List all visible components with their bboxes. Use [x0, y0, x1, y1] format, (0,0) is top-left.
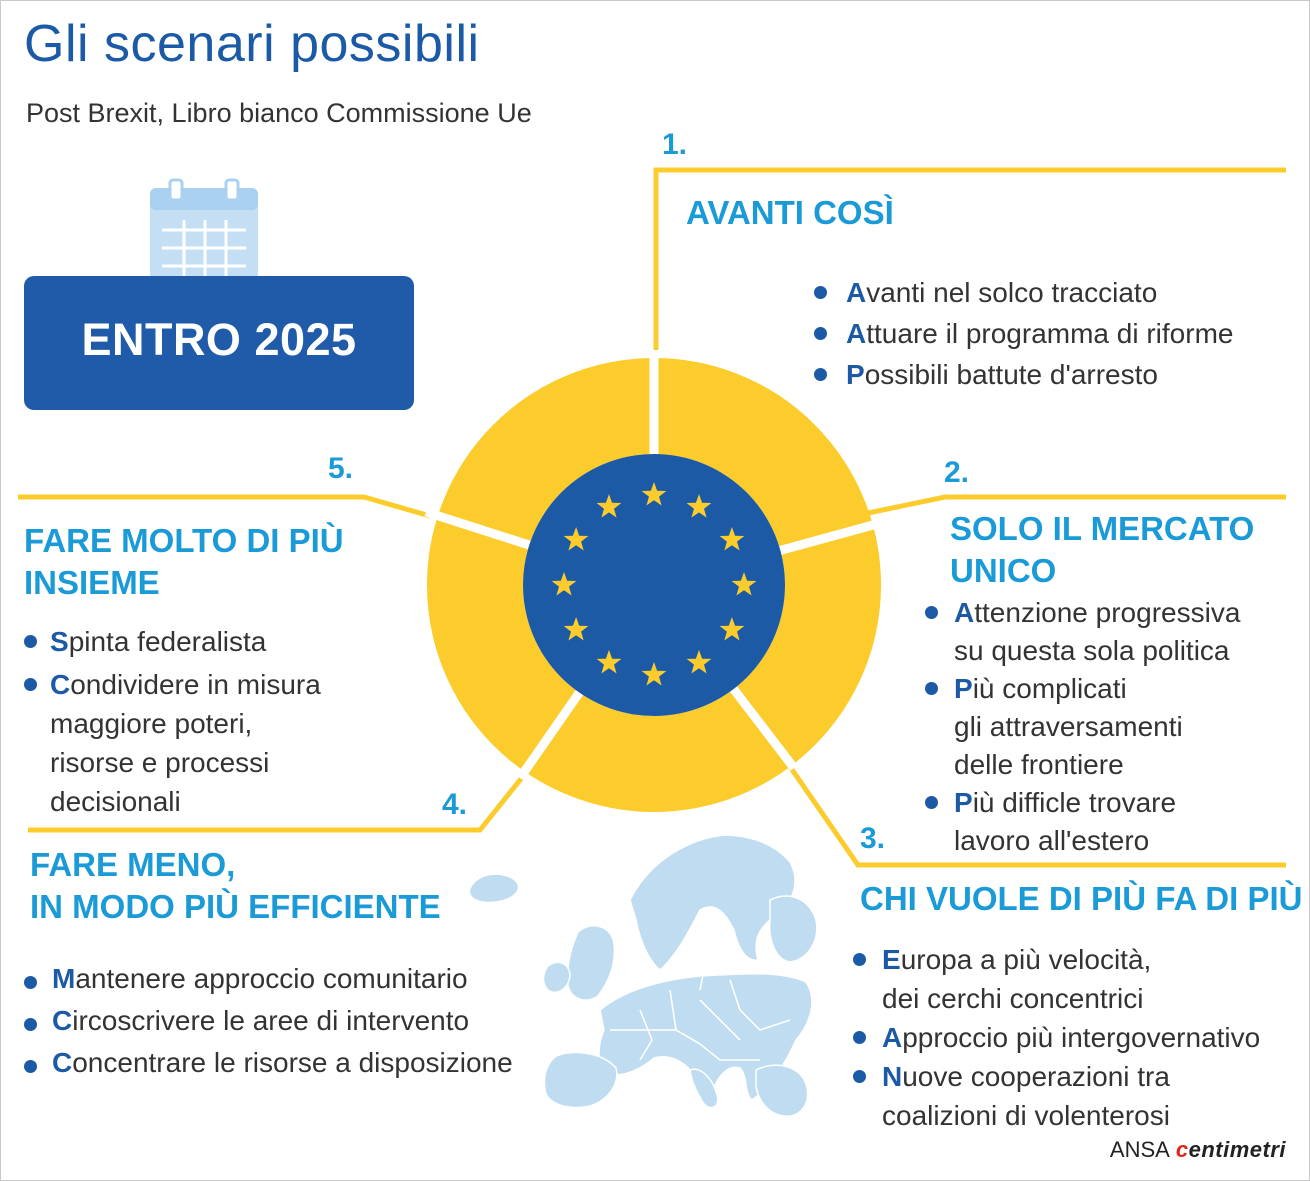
scenario-2-bullets [922, 594, 1240, 860]
scenario-2-number: 2. [944, 456, 970, 489]
bullet-dot [814, 368, 827, 381]
bullet-dot [814, 286, 827, 299]
scenario-2-bullet-2: Più complicati gli attraversamenti delle frontiere [922, 670, 1240, 784]
bullet-dot [814, 327, 827, 340]
bullet-dot [24, 635, 37, 648]
scenario-1-bullet-3: Possibili battute d'arresto [814, 354, 1233, 395]
europe-map [469, 835, 816, 1116]
deadline-badge-label: ENTRO 2025 [81, 314, 357, 365]
page-subtitle: Post Brexit, Libro bianco Commissione Ue [26, 98, 532, 128]
scenario-3-bullet-1: Europa a più velocità, dei cerchi concentrici [850, 940, 1260, 1018]
bullet-dot [853, 953, 866, 966]
scenario-2-title: SOLO IL MERCATO UNICO [950, 510, 1255, 589]
bullet-dot [925, 682, 938, 695]
bullet-dot [925, 796, 938, 809]
credit-agency: ANSA [1109, 1137, 1170, 1162]
scenario-4-bullet-3: Concentrare le risorse a disposizione [24, 1042, 513, 1084]
scenario-3-bullet-3: Nuove cooperazioni tra coalizioni di volenterosi [850, 1057, 1260, 1135]
scenario-3-bullet-2: Approccio più intergovernativo [850, 1018, 1260, 1057]
bullet-dot [24, 678, 37, 691]
scenario-1-bullet-1: Avanti nel solco tracciato [814, 272, 1233, 313]
scenario-5-bullets [22, 622, 321, 821]
calendar-icon [150, 180, 258, 288]
bullet-dot [24, 1060, 37, 1073]
scenario-2-bullet-1: Attenzione progressiva su questa sola politica [922, 594, 1240, 670]
scenario-1-bullet-2: Attuare il programma di riforme [814, 313, 1233, 354]
scenario-5-bullet-1: Spinta federalista [22, 622, 321, 661]
scenario-3-bullets [850, 940, 1260, 1135]
scenario-2-bullet-3: Più difficle trovare lavoro all'estero [922, 784, 1240, 860]
source-credit [1110, 1137, 1286, 1163]
scenario-4-bullets [24, 958, 513, 1084]
deadline-badge [24, 276, 414, 410]
credit-brand-logo: centimetri [1175, 1137, 1286, 1162]
scenario-1-bullets [814, 272, 1233, 395]
eu-flag-icon [523, 454, 785, 716]
scenario-5-number: 5. [328, 452, 354, 485]
scenario-4-bullet-2: Circoscrivere le aree di intervento [24, 1000, 513, 1042]
scenario-3-number: 3. [860, 822, 886, 855]
scenario-3-title: CHI VUOLE DI PIÙ FA DI PIÙ [860, 880, 1303, 917]
scenario-1-number: 1. [662, 128, 688, 161]
bullet-dot [925, 606, 938, 619]
scenario-5-bullet-2: Condividere in misura maggiore poteri, risorse e processi decisionali [22, 665, 321, 821]
bullet-dot [24, 976, 37, 989]
bullet-dot [853, 1031, 866, 1044]
bullet-dot [853, 1070, 866, 1083]
scenario-4-bullet-1: Mantenere approccio comunitario [24, 958, 513, 1000]
scenario-1-title: AVANTI COSÌ [686, 194, 894, 231]
scenario-4-number: 4. [442, 788, 468, 821]
connector-line-5 [18, 497, 430, 516]
page-title: Gli scenari possibili [24, 15, 480, 73]
scenario-5-title: FARE MOLTO DI PIÙ INSIEME [24, 522, 344, 601]
scenario-4-title: FARE MENO, IN MODO PIÙ EFFICIENTE [30, 846, 441, 925]
bullet-dot [24, 1018, 37, 1031]
